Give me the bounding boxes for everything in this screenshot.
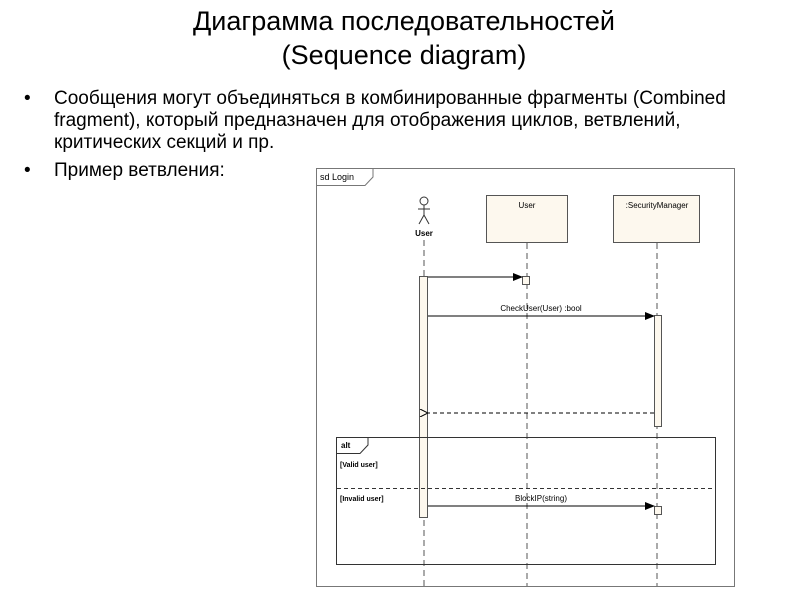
activation-security [655,316,662,427]
message-check-label: CheckUser(User) :bool [500,304,582,313]
activation-user-small [523,277,530,285]
bullet-icon: • [24,88,31,109]
bullet-icon: • [24,160,31,181]
bullet-text: Сообщения могут объединяться в комбинированные фрагменты (Combined fragment), который предназначен для отображения циклов, ветвлений, критических секций и пр. [54,88,726,153]
bullet-text: Пример ветвления: [54,160,225,181]
frame-label: sd Login [320,172,355,182]
lifeline-security-label: :SecurityManager [625,201,689,210]
lifeline-user-label: User [518,201,536,210]
title-line-1: Диаграмма последовательностей [192,6,616,36]
actor-label: User [415,229,433,238]
activation-actor [420,277,428,518]
title-line-2: (Sequence diagram) [281,40,527,70]
activation-security-small [655,507,662,515]
alt-operator-label: alt [341,441,351,450]
guard-valid-user: [Valid user] [340,462,378,469]
message-block-label: BlockIP(string) [514,494,568,503]
guard-invalid-user: [Invalid user] [340,496,384,503]
